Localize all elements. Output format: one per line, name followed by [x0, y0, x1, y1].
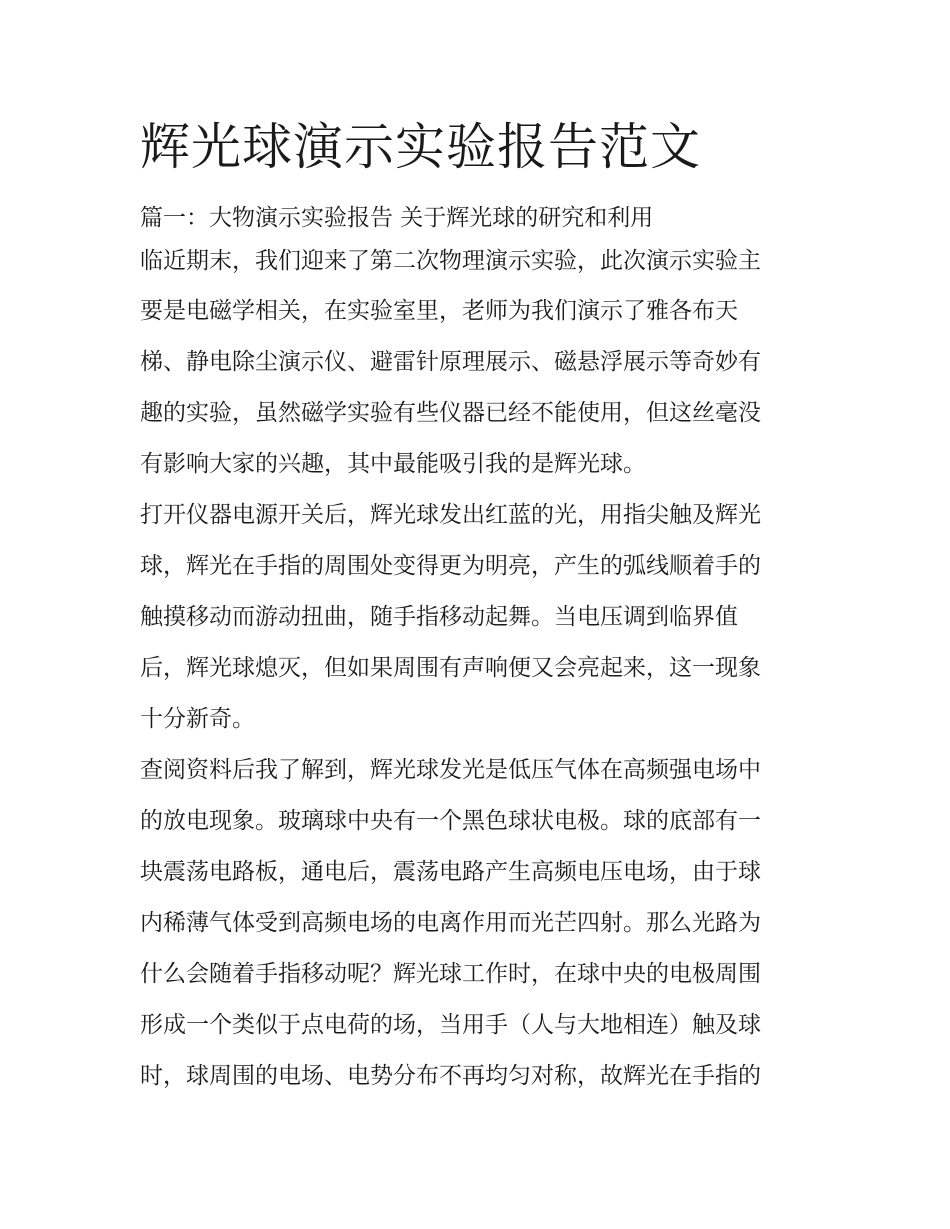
text-line: 形成一个类似于点电荷的场，当用手（人与大地相连）触及球	[140, 1012, 761, 1038]
text-line: 什么会随着手指移动呢？辉光球工作时，在球中央的电极周围	[140, 961, 761, 987]
text-line: 球，辉光在手指的周围处变得更为明亮，产生的弧线顺着手的	[140, 553, 761, 579]
text-line: 有影响大家的兴趣，其中最能吸引我的是辉光球。	[140, 451, 646, 477]
document-page	[140, 110, 820, 1102]
text-line: 的放电现象。玻璃球中央有一个黑色球状电极。球的底部有一	[140, 808, 761, 834]
text-line: 块震荡电路板，通电后，震荡电路产生高频电压电场，由于球	[140, 859, 761, 885]
text-line: 十分新奇。	[140, 706, 255, 732]
paragraph-3	[140, 745, 820, 1102]
text-line: 时，球周围的电场、电势分布不再均匀对称，故辉光在手指的	[140, 1063, 761, 1089]
text-line: 临近期末，我们迎来了第二次物理演示实验，此次演示实验主	[140, 248, 761, 274]
document-title: 辉光球演示实验报告范文	[140, 118, 701, 176]
text-line: 触摸移动而游动扭曲，随手指移动起舞。当电压调到临界值	[140, 604, 738, 630]
text-line: 后，辉光球熄灭，但如果周围有声响便又会亮起来，这一现象	[140, 655, 761, 681]
text-line: 趣的实验，虽然磁学实验有些仪器已经不能使用，但这丝毫没	[140, 400, 761, 426]
text-line: 要是电磁学相关，在实验室里，老师为我们演示了雅各布天	[140, 298, 738, 324]
text-line: 梯、静电除尘演示仪、避雷针原理展示、磁悬浮展示等奇妙有	[140, 349, 761, 375]
text-line: 查阅资料后我了解到，辉光球发光是低压气体在高频强电场中	[140, 757, 761, 783]
section-heading: 篇一：大物演示实验报告 关于辉光球的研究和利用	[140, 205, 654, 231]
paragraph-1	[140, 236, 820, 490]
text-line: 内稀薄气体受到高频电场的电离作用而光芒四射。那么光路为	[140, 910, 761, 936]
paragraph-2	[140, 490, 820, 745]
text-line: 打开仪器电源开关后，辉光球发出红蓝的光，用指尖触及辉光	[140, 502, 761, 528]
